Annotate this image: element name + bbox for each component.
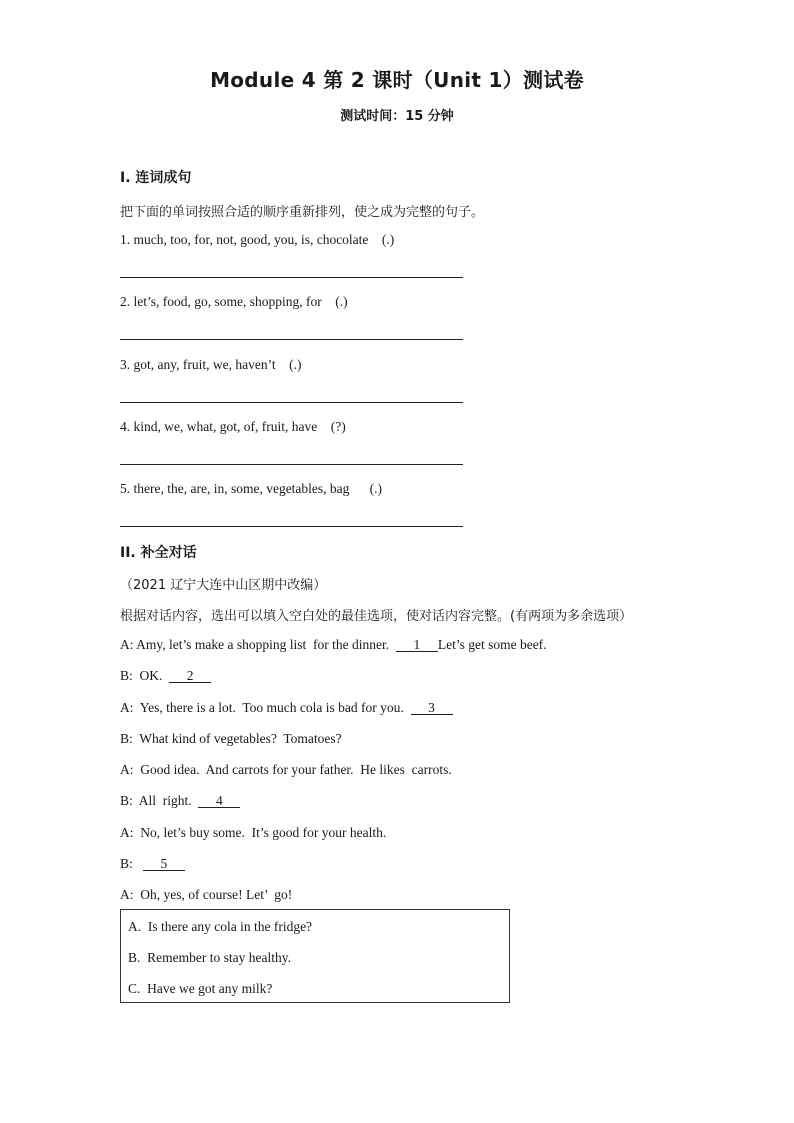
dialogue-line: B: 5	[120, 856, 185, 872]
section-2-heading: II. 补全对话	[120, 545, 197, 561]
question-5: 5. there, the, are, in, some, vegetables, bag (.)	[120, 481, 383, 496]
answer-line-2[interactable]	[120, 339, 463, 340]
dialogue-line: B: All right. 4	[120, 793, 240, 809]
question-1: 1. much, too, for, not, good, you, is, chocolate (.)	[120, 232, 395, 247]
dialogue-line: A: Amy, let’s make a shopping list for the dinner. 1 Let’s get some beef.	[120, 637, 547, 652]
section-1-heading: I. 连词成句	[120, 170, 192, 186]
blank-2[interactable]: 2	[169, 669, 211, 683]
options-box	[120, 909, 510, 1003]
section-2-instruction: 根据对话内容，选出可以填入空白处的最佳选项，使对话内容完整。(有两项为多余选项）	[120, 609, 633, 624]
section-1-instruction: 把下面的单词按照合适的顺序重新排列，使之成为完整的句子。	[120, 205, 485, 220]
question-4: 4. kind, we, what, got, of, fruit, have (?)	[120, 419, 346, 434]
dialogue-line: A: Oh, yes, of course! Let’ go!	[120, 887, 293, 902]
answer-line-1[interactable]	[120, 277, 463, 278]
blank-1[interactable]: 1	[396, 638, 438, 652]
dialogue-line: A: No, let’s buy some. It’s good for your health.	[120, 825, 387, 840]
option-b: B. Remember to stay healthy.	[128, 950, 291, 965]
answer-line-4[interactable]	[120, 464, 463, 465]
dialogue-line: B: What kind of vegetables? Tomatoes?	[120, 731, 342, 746]
question-3: 3. got, any, fruit, we, haven’t (.)	[120, 357, 302, 372]
blank-3[interactable]: 3	[411, 701, 453, 715]
section-2-source: （2021 辽宁大连中山区期中改编）	[120, 578, 327, 593]
option-c: C. Have we got any milk?	[128, 981, 273, 996]
dialogue-line: A: Yes, there is a lot. Too much cola is bad for you. 3	[120, 700, 453, 716]
question-2: 2. let’s, food, go, some, shopping, for (.)	[120, 294, 348, 309]
answer-line-5[interactable]	[120, 526, 463, 527]
dialogue-line: A: Good idea. And carrots for your father. He likes carrots.	[120, 762, 452, 777]
blank-5[interactable]: 5	[143, 857, 185, 871]
option-a: A. Is there any cola in the fridge?	[128, 919, 313, 934]
dialogue-line: B: OK. 2	[120, 668, 211, 684]
answer-line-3[interactable]	[120, 402, 463, 403]
page-title: Module 4 第 2 课时（Unit 1）测试卷	[210, 68, 584, 92]
test-time: 测试时间：15 分钟	[340, 109, 454, 124]
blank-4[interactable]: 4	[198, 794, 240, 808]
